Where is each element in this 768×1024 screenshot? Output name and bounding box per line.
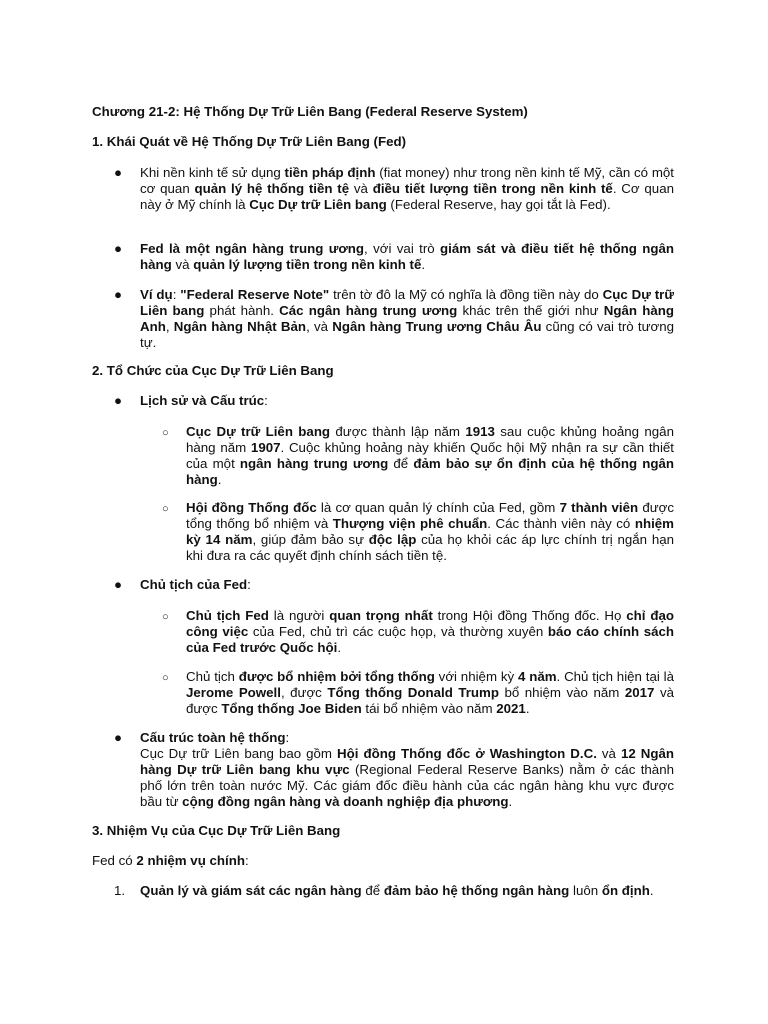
text-run: bổ nhiệm vào năm: [498, 685, 625, 700]
bold-text: quản lý hệ thống tiền tệ: [194, 181, 350, 196]
list-number: 1.: [114, 883, 126, 898]
bold-text: Tổng thống Donald Trump: [327, 685, 499, 700]
bold-text: báo cáo chính sách của Fed trước Quốc hội: [186, 624, 674, 655]
text-run: được tổng thống bổ nhiệm và: [186, 500, 674, 531]
bold-text: Ngân hàng Anh: [140, 303, 674, 334]
history-bullet: [140, 393, 674, 409]
bold-text: 4 năm: [517, 669, 557, 684]
text-run: và: [596, 746, 621, 761]
text-run: , và: [306, 319, 333, 334]
bold-text: Cục Dự trữ Liên bang: [186, 424, 331, 439]
bold-text: Các ngân hàng trung ương: [279, 303, 458, 318]
section-3-intro: [92, 853, 249, 869]
text-run: để: [361, 883, 384, 898]
bold-text: 2 nhiệm vụ chính: [136, 853, 245, 868]
text-run: .: [525, 701, 530, 716]
section-1-bullet: [140, 165, 674, 213]
text-run: ,: [165, 319, 174, 334]
text-run: , với vai trò: [364, 241, 440, 256]
bold-text: ngân hàng trung ương: [239, 456, 389, 471]
bullet-marker: ●: [114, 241, 123, 256]
text-run: , được: [280, 685, 328, 700]
text-run: , giúp đảm bảo sự: [252, 532, 369, 547]
chair-bullet: [140, 577, 674, 593]
bold-text: Ngân hàng Nhật Bản: [173, 319, 307, 334]
text-run: . Cuộc khủng hoảng này khiến Quốc hội Mỹ nhận ra sự cần thiết của một: [186, 440, 674, 471]
chair-sub-item: [186, 608, 674, 656]
bold-text: "Federal Reserve Note": [180, 287, 330, 302]
section-1-bullet: [140, 287, 674, 351]
bold-text: 2021: [496, 701, 526, 716]
text-run: để: [388, 456, 414, 471]
bold-text: 1907: [250, 440, 281, 455]
bold-text: Jerome Powell: [186, 685, 281, 700]
bold-text: Ví dụ: [140, 287, 173, 302]
bold-text: Hội đồng Thống đốc ở Washington D.C.: [337, 746, 597, 761]
text-run: Khi nền kinh tế sử dụng: [140, 165, 285, 180]
history-sub-item: [186, 424, 674, 488]
bold-text: Fed là một ngân hàng trung ương: [140, 241, 365, 256]
bold-text: giám sát và điều tiết hệ thống ngân hàng: [140, 241, 674, 272]
text-run: Fed có: [92, 853, 137, 868]
document-title: Chương 21-2: Hệ Thống Dự Trữ Liên Bang (Federal Reserve System): [92, 104, 528, 119]
bold-text: đảm bảo sự ổn định của hệ thống ngân hàng: [186, 456, 674, 487]
text-run: được thành lập năm: [330, 424, 466, 439]
text-run: .: [217, 472, 222, 487]
text-run: và được: [186, 685, 674, 716]
bold-text: Cục Dự trữ Liên bang: [140, 287, 674, 318]
bold-text: Chủ tịch của Fed: [140, 577, 248, 592]
bullet-marker: ●: [114, 730, 123, 745]
text-run: . Các thành viên này có: [487, 516, 635, 531]
bold-text: Quản lý và giám sát các ngân hàng: [140, 883, 362, 898]
text-run: luôn: [569, 883, 602, 898]
chair-sub-item: [186, 669, 674, 717]
text-run: và: [171, 257, 194, 272]
bold-text: Ngân hàng Trung ương Châu Âu: [332, 319, 542, 334]
bullet-marker: ●: [114, 287, 123, 302]
text-run: :: [244, 853, 249, 868]
bold-text: ổn định: [601, 883, 650, 898]
text-run: trong Hội đồng Thống đốc. Họ: [432, 608, 627, 623]
system-structure-bullet: [140, 730, 674, 810]
bold-text: cộng đồng ngân hàng và doanh nghiệp địa phương: [182, 794, 509, 809]
duty-item: [140, 883, 674, 899]
text-run: của họ khỏi các áp lực chính trị ngắn hạn khi đưa ra các quyết định chính sách tiền tệ.: [186, 532, 675, 563]
text-run: (fiat money) như trong nền kinh tế Mỹ, cần có một cơ quan: [140, 165, 674, 196]
bold-text: tiền pháp định: [284, 165, 376, 180]
text-run: Chủ tịch: [186, 669, 239, 684]
bold-text: quan trọng nhất: [329, 608, 433, 623]
text-run: :: [247, 577, 251, 592]
bold-text: quản lý lượng tiền trong nền kinh tế: [193, 257, 422, 272]
bold-text: Tổng thống Joe Biden: [221, 701, 362, 716]
bold-text: Chủ tịch Fed: [186, 608, 269, 623]
section-1-bullet: [140, 241, 674, 273]
bullet-marker: ●: [114, 393, 123, 408]
bold-text: 1913: [465, 424, 495, 439]
bold-text: Hội đồng Thống đốc: [186, 500, 317, 515]
bold-text: Cấu trúc toàn hệ thống: [140, 730, 286, 745]
sub-bullet-marker: ○: [162, 427, 169, 439]
text-run: là cơ quan quản lý chính của Fed, gồm: [316, 500, 560, 515]
text-run: :: [285, 730, 290, 745]
text-run: với nhiệm kỳ: [434, 669, 518, 684]
bold-text: Cục Dự trữ Liên bang: [249, 197, 387, 212]
bullet-marker: ●: [114, 577, 123, 592]
sub-bullet-marker: ○: [162, 672, 169, 684]
text-run: phát hành.: [204, 303, 280, 318]
text-run: :: [172, 287, 181, 302]
bold-text: 12 Ngân hàng Dự trữ Liên bang khu vực: [140, 746, 675, 777]
text-run: của Fed, chủ trì các cuộc họp, và thường xuyên: [248, 624, 548, 639]
bullet-marker: ●: [114, 165, 123, 180]
text-run: (Regional Federal Reserve Banks) nằm ở các thành phố lớn trên toàn nước Mỹ. Các giám đốc điều hành của các ngân hàng khu vực được bầu từ: [140, 762, 674, 809]
section-3-heading: 3. Nhiệm Vụ của Cục Dự Trữ Liên Bang: [92, 823, 341, 838]
bold-text: Lịch sử và Cấu trúc: [140, 393, 265, 408]
text-run: tái bổ nhiệm vào năm: [361, 701, 497, 716]
history-sub-item: [186, 500, 674, 564]
text-run: . Chủ tịch hiện tại là: [556, 669, 674, 684]
bold-text: Thượng viện phê chuẩn: [332, 516, 488, 531]
bold-text: 2017: [624, 685, 655, 700]
text-run: :: [264, 393, 268, 408]
text-run: .: [421, 257, 426, 272]
bold-text: nhiệm kỳ 14 năm: [186, 516, 675, 547]
text-run: và: [349, 181, 373, 196]
bold-text: đảm bảo hệ thống ngân hàng: [383, 883, 570, 898]
section-2-heading: 2. Tổ Chức của Cục Dự Trữ Liên Bang: [92, 363, 334, 378]
bold-text: độc lập: [368, 532, 417, 547]
bold-text: 7 thành viên: [559, 500, 639, 515]
text-run: . Cơ quan này ở Mỹ chính là: [140, 181, 674, 212]
section-1-heading: 1. Khái Quát về Hệ Thống Dự Trữ Liên Bang (Fed): [92, 134, 407, 149]
text-run: sau cuộc khủng hoảng ngân hàng năm: [186, 424, 674, 455]
bold-text: điều tiết lượng tiền trong nền kinh tế: [372, 181, 613, 196]
sub-bullet-marker: ○: [162, 503, 169, 515]
text-run: .: [337, 640, 342, 655]
text-run: là người: [268, 608, 330, 623]
bold-text: chỉ đạo công việc: [186, 608, 675, 639]
text-run: (Federal Reserve, hay gọi tắt là Fed).: [386, 197, 611, 212]
text-run: cũng có vai trò tương tự.: [140, 319, 674, 350]
text-run: Cục Dự trữ Liên bang bao gồm: [140, 746, 338, 761]
text-run: trên tờ đô la Mỹ có nghĩa là đồng tiền này do: [329, 287, 603, 302]
bold-text: được bổ nhiệm bởi tổng thống: [238, 669, 435, 684]
text-run: .: [649, 883, 654, 898]
text-run: .: [508, 794, 513, 809]
sub-bullet-marker: ○: [162, 611, 169, 623]
text-run: khác trên thế giới như: [457, 303, 604, 318]
